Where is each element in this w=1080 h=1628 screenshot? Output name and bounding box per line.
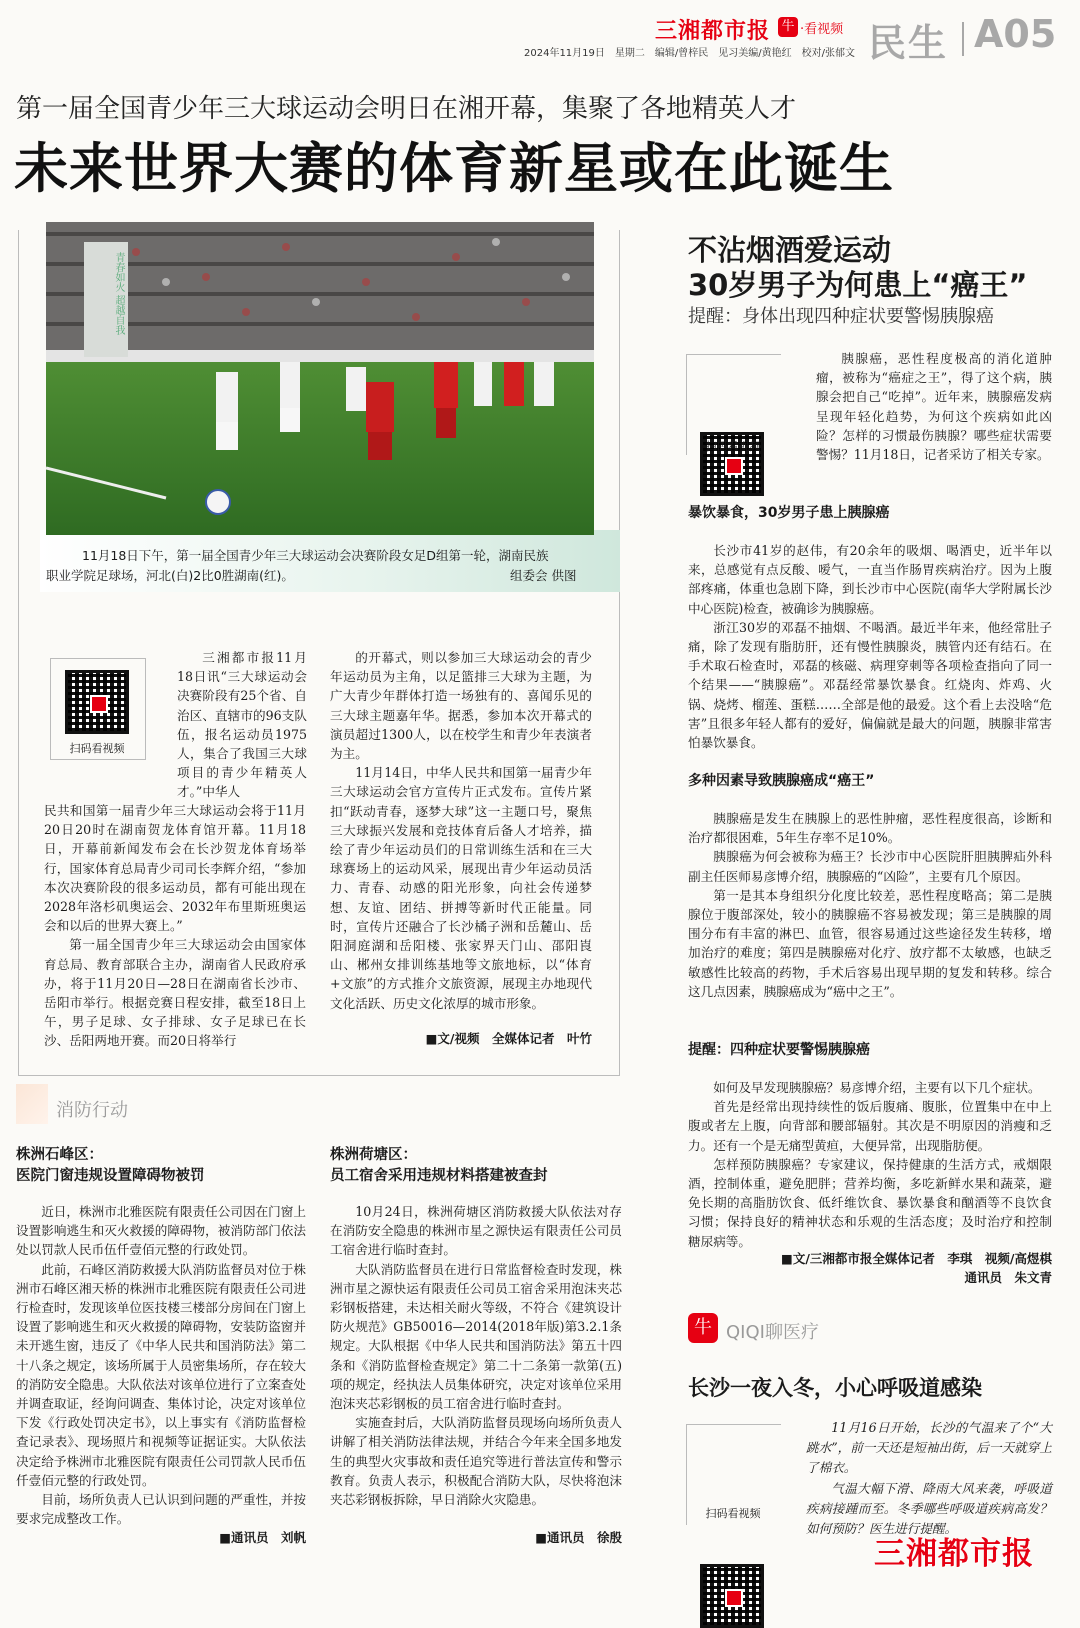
qiqi-body bbox=[806, 1418, 1052, 1539]
health-s2-title: 多种因素导致胰腺癌成“癌王” bbox=[688, 773, 875, 789]
masthead-brand: 三湘都市报 bbox=[655, 19, 771, 44]
health-intro bbox=[816, 349, 1052, 464]
football-icon bbox=[206, 490, 230, 514]
lead-qr-code[interactable] bbox=[65, 670, 129, 734]
paragraph: 此前，石峰区消防救援大队消防监督员对位于株洲市石峰区湘天桥的株洲市北雅医院有限责任公司进行检查时，发现该单位医技楼三楼部分房间在门窗上设置了影响逃生和灭火救援的障碍物，安装防盗窗并未开逃生窗，违反了《中华人民共和国消防法》第二十八条之规定，该场所属于人员密集场所，存在较大的消防安全隐患。大队依法对该单位进行了立案查处并调查取证，经询问调查、集体讨论，决定对该单位下发《行政处罚决定书》，以上事实有《消防监督检查记录表》、现场照片和视频等证据证实。大队依法决定给予株洲市北雅医院有限责任公司罚款人民币伍仟壹佰元整的行政处罚。 bbox=[16, 1261, 306, 1488]
paragraph: 目前，场所负责人已认识到问题的严重性，并按要求完成整改工作。 bbox=[16, 1492, 306, 1527]
fire-left-body bbox=[16, 1202, 306, 1528]
section-name: 民生 bbox=[868, 21, 949, 65]
health-s3-body bbox=[688, 1078, 1052, 1251]
lead-kicker: 第一届全国青少年三大球运动会明日在湘开幕，集聚了各地精英人才 bbox=[16, 94, 797, 124]
lead-col1-body bbox=[44, 801, 306, 1051]
section-divider bbox=[962, 22, 964, 56]
paragraph: 第一是其本身组织分化度比较差，恶性程度略高；第二是胰腺位于腹部深处，较小的胰腺癌不容易被发现；第三是胰腺的周围分布有丰富的淋巴、血管，很容易通过这些途径发生转移，增加治疗的难度；第四是胰腺癌对化疗、放疗都不太敏感，也缺乏敏感性比较高的药物，手术后容易出现早期的复发和转移。综合这几点因素，胰腺癌成为“癌中之王”。 bbox=[688, 887, 1052, 999]
fire-left-title-1: 株洲石峰区： bbox=[16, 1147, 103, 1163]
fire-right-body bbox=[330, 1202, 622, 1509]
health-qr-caption: 扫码看视频 bbox=[705, 440, 761, 453]
paragraph: 胰腺癌，恶性程度极高的消化道肿瘤，被称为“癌症之王”，得了这个病，胰腺会把自己“吃掉”。近年来，胰腺癌发病呈现年轻化趋势，为何这个疾病如此凶险？怎样的习惯最伤胰腺？哪些症状需要警惕？11月18日，记者采访了相关专家。 bbox=[816, 351, 1052, 463]
qiqi-title: 长沙一夜入冬，小心呼吸道感染 bbox=[688, 1376, 982, 1400]
fire-left-title-2: 医院门窗违规设置障碍物被罚 bbox=[16, 1168, 205, 1184]
fire-right-title-2: 员工宿舍采用违规材料搭建被查封 bbox=[330, 1168, 548, 1184]
health-sign-2: 通讯员 朱文青 bbox=[964, 1270, 1052, 1285]
fire-right-sign: ■通讯员 徐殷 bbox=[535, 1530, 622, 1545]
paragraph: 胰腺癌为何会被称为癌王？长沙市中心医院肝胆胰脾疝外科副主任医师易彦博介绍，胰腺癌的“凶险”，主要有几个原因。 bbox=[688, 849, 1052, 884]
qiqi-label: QIQI聊医疗 bbox=[726, 1322, 819, 1343]
lead-col2-body bbox=[330, 648, 592, 1013]
paragraph: 的开幕式，则以参加三大球运动会的青少年运动员为主角，以足篮排三大球为主题，为广大青少年群体打造一场独有的、喜闻乐见的三大球主题嘉年华。据悉，参加本次开幕式的演员超过1300人，以在校学生和青少年表演者为主。 bbox=[330, 650, 592, 762]
fire-left-sign: ■通讯员 刘帆 bbox=[219, 1530, 306, 1545]
paragraph: 民共和国第一届青少年三大球运动会将于11月20日20时在湖南贺龙体育馆开幕。11月18日，开幕前新闻发布会在长沙贺龙体育场举行，国家体育总局青少司司长李辉介绍，“参加本次决赛阶段的很多运动员，都有可能出现在2028年洛杉矶奥运会、2032年布里斯班奥运会和以后的世界大赛上。” bbox=[44, 803, 306, 934]
health-s1-title: 暴饮暴食，30岁男子患上胰腺癌 bbox=[688, 505, 890, 521]
health-sign-1: ■文/三湘都市报全媒体记者 李琪 视频/高煜棋 bbox=[781, 1251, 1052, 1266]
fire-label: 消防行动 bbox=[56, 1100, 128, 1121]
lead-col1-top bbox=[177, 648, 307, 802]
match-photo bbox=[46, 222, 594, 535]
page-number: A05 bbox=[974, 12, 1057, 56]
photo-caption-line1: 11月18日下午，第一届全国青少年三大球运动会决赛阶段女足D组第一轮，湖南民族 bbox=[82, 548, 549, 563]
brand-suffix: ·看视频 bbox=[800, 22, 844, 37]
fire-label-icon bbox=[16, 1084, 48, 1124]
footer-brand-logo: 三湘都市报 bbox=[874, 1536, 1034, 1572]
paragraph: 实施查封后，大队消防监督员现场向场所负责人讲解了相关消防法律法规，并结合今年来全国多地发生的典型火灾事故和责任追究等进行普法宣传和警示教育。负责人表示，积极配合消防大队，尽快将泡沫夹芯彩钢板拆除，早日消除火灾隐患。 bbox=[330, 1415, 622, 1508]
paragraph: 气温大幅下滑、降雨大风来袭，呼吸道疾病接踵而至。冬季哪些呼吸道疾病高发？如何预防？医生进行提醒。 bbox=[806, 1480, 1052, 1537]
photo-credit: 组委会 供图 bbox=[510, 568, 577, 583]
fire-right-title-1: 株洲荷塘区： bbox=[330, 1147, 417, 1163]
health-s1-body bbox=[688, 541, 1052, 752]
photo-caption-line2: 职业学院足球场，河北(白)2比0胜湖南(红)。 bbox=[46, 568, 294, 583]
paragraph: 首先是经常出现持续性的饭后腹痛、腹胀，位置集中在中上腹或者左上腹，向背部和腰部辐射。其次是不明原因的消瘦和乏力。还有一个是无痛型黄疸，大便异常，出现脂肪便。 bbox=[688, 1099, 1052, 1153]
paragraph: 第一届全国青少年三大球运动会由国家体育总局、教育部联合主办，湖南省人民政府承办，将于11月20日—28日在湖南省长沙市、岳阳市举行。根据竞赛日程安排，截至18日上午，男子足球、女子排球、女子足球已在长沙、岳阳两地开赛。而20日将举行 bbox=[44, 937, 306, 1049]
health-headline-2: 30岁男子为何患上“癌王” bbox=[688, 268, 1028, 302]
brand-logo-icon: 牛 bbox=[778, 17, 798, 37]
paragraph: 胰腺癌是发生在胰腺上的恶性肿瘤，恶性程度很高，诊断和治疗都很困难，5年生存率不足10%。 bbox=[688, 811, 1052, 846]
qiqi-qr-caption: 扫码看视频 bbox=[705, 1507, 761, 1520]
match-photo-scene bbox=[46, 222, 594, 535]
health-s3-title: 提醒：四种症状要警惕胰腺癌 bbox=[688, 1042, 870, 1058]
qiqi-logo-icon: 牛 bbox=[688, 1313, 718, 1343]
health-headline-1: 不沾烟酒爱运动 bbox=[688, 233, 892, 267]
paragraph: 11月14日，中华人民共和国第一届青少年三大球运动会官方宣传片正式发布。宣传片紧扣“跃动青春，逐梦大球”这一主题口号，聚焦三大球振兴发展和竞技体育后备人才培养，描绘了青少年运动员们的日常训练生活和在三大球赛场上的运动风采，展现出青少年运动员活力、青春、动感的阳光形象，向社会传递梦想、友谊、团结、拼搏等新时代正能量。同时，宣传片还融合了长沙橘子洲和岳麓山、岳阳洞庭湖和岳阳楼、张家界天门山、邵阳崀山、郴州女排训练基地等文旅地标，以“体育+文旅”的方式推介文旅资源，展现主办地现代文化活跃、历史文化浓厚的城市形象。 bbox=[330, 765, 592, 1011]
lead-headline: 未来世界大赛的体育新星或在此诞生 bbox=[14, 137, 894, 200]
health-subhead: 提醒：身体出现四种症状要警惕胰腺癌 bbox=[688, 306, 994, 327]
banner-text: 青春如火 超越自我 bbox=[113, 252, 124, 336]
paragraph: 三湘都市报11月18日讯“三大球运动会决赛阶段有25个省、自治区、直辖市的96支队伍，报名运动员1975人，集合了我国三大球项目的青少年精英人才。”中华人 bbox=[177, 650, 307, 800]
paragraph: 怎样预防胰腺癌？专家建议，保持健康的生活方式，戒烟限酒，控制体重，避免肥胖；营养均衡，多吃新鲜水果和蔬菜，避免长期的高脂肪饮食、低纤维饮食、暴饮暴食和酗酒等不良饮食习惯；保持良好的精神状态和乐观的生活态度；及时治疗和控制糖尿病等。 bbox=[688, 1156, 1052, 1249]
paragraph: 11月16日开始，长沙的气温来了个“大跳水”，前一天还是短袖出街，后一天就穿上了棉衣。 bbox=[806, 1420, 1052, 1476]
qiqi-qr-code[interactable] bbox=[700, 1564, 764, 1628]
paragraph: 近日，株洲市北雅医院有限责任公司因在门窗上设置影响逃生和灭火救援的障碍物，被消防部门依法处以罚款人民币伍仟壹佰元整的行政处罚。 bbox=[16, 1204, 306, 1258]
lead-qr-caption: 扫码看视频 bbox=[69, 742, 125, 755]
paragraph: 大队消防监督员在进行日常监督检查时发现，株洲市星之源快运有限责任公司员工宿舍采用泡沫夹芯彩钢板搭建，未达相关耐火等级，不符合《建筑设计防火规范》GB50016—2014(2018年版)第3.2.1条规定。大队根据《中华人民共和国消防法》第五十四条和《消防监督检查规定》第二十二条第一款第(五)项的规定，经执法人员集体研究，决定对该单位采用泡沫夹芯彩钢板的员工宿舍进行临时查封。 bbox=[330, 1261, 622, 1412]
paragraph: 10月24日，株洲荷塘区消防救援大队依法对存在消防安全隐患的株洲市星之源快运有限责任公司员工宿舍进行临时查封。 bbox=[330, 1204, 622, 1258]
paragraph: 长沙市41岁的赵伟，有20余年的吸烟、喝酒史，近半年以来，总感觉有点反酸、嗳气，一直当作肠胃疾病治疗。因为上腹部疼痛，体重也急剧下降，到长沙市中心医院(南华大学附属长沙中心医院)检查，被确诊为胰腺癌。 bbox=[688, 543, 1052, 616]
paragraph: 如何及早发现胰腺癌？易彦博介绍，主要有以下几个症状。 bbox=[713, 1080, 1041, 1095]
lead-signature: ■文/视频 全媒体记者 叶竹 bbox=[425, 1031, 592, 1046]
health-s2-body bbox=[688, 809, 1052, 1001]
paragraph: 浙江30岁的邓磊不抽烟、不喝酒。最近半年来，他经常肚子痛，除了发现有脂肪肝，还有慢性胰腺炎，胰管内还有结石。在手术取石检查时，邓磊的核磁、病理穿刺等各项检查指向了同一个结果——“胰腺癌”。邓磊经常暴饮暴食。红烧肉、炸鸡、火锅、烧烤、榴莲、蛋糕……全部是他的最爱。这个看上去没啥“危害”且很多年轻人都有的爱好，偏偏就是最大的问题，胰腺非常害怕暴饮暴食。 bbox=[688, 619, 1052, 751]
header-meta: 2024年11月19日 星期二 编辑/曾梓民 见习美编/黄艳红 校对/张郁文 bbox=[524, 48, 856, 59]
